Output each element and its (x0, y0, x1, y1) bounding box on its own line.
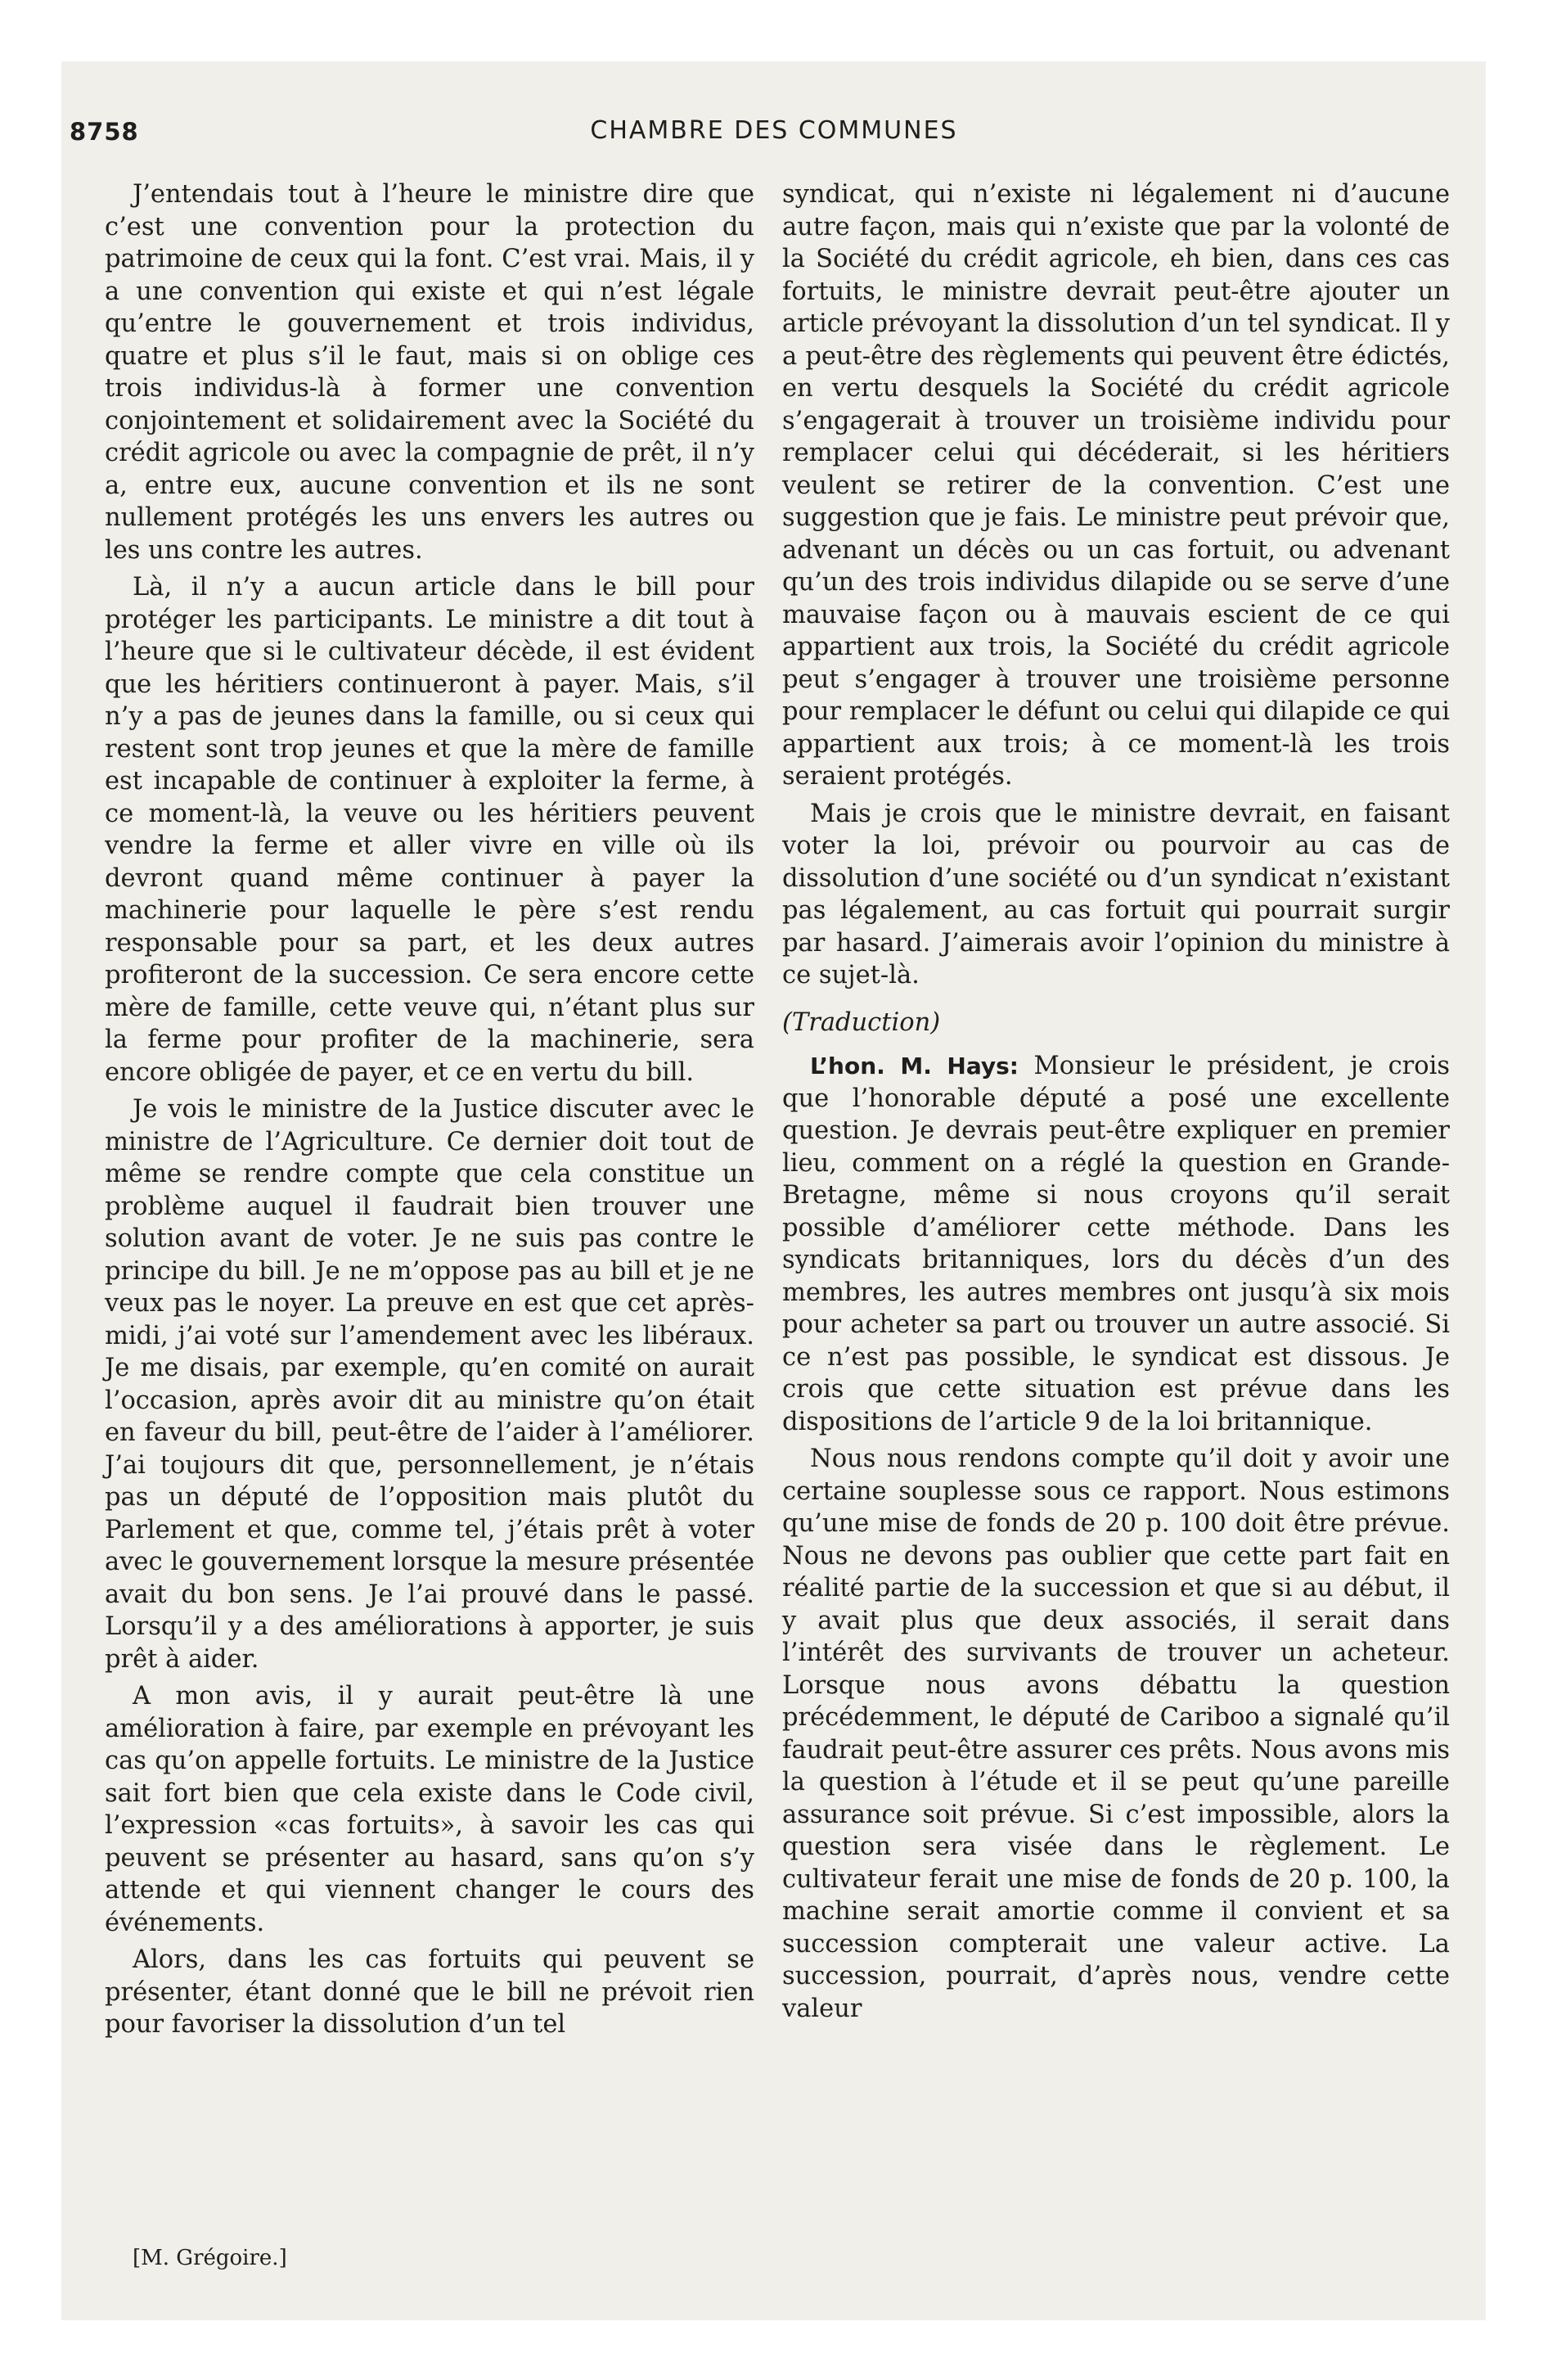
running-head: CHAMBRE DES COMMUNES (590, 116, 958, 145)
footer-speaker-name: [M. Grégoire.] (133, 2246, 287, 2270)
paragraph: Nous nous rendons compte qu’il doit y avoir une certaine souplesse sous ce rapport. Nous estimons qu’une mise de fonds de 20 p. 100 doit être prévue. Nous ne devons pas oublier que cette part fait en réalité partie de la succession et que si au début, il y avait plus que deux associés, il serait dans l’intérêt des survivants de trouver un acheteur. Lorsque nous avons débattu la question précédemment, le député de Cariboo a signalé qu’il faudrait peut-être assurer ces prêts. Nous avons mis la question à l’étude et il se peut qu’une pareille assurance soit prévue. Si c’est impossible, alors la question sera visée dans le règlement. Le cultivateur ferait une mise de fonds de 20 p. 100, la machine serait amortie comme il convient et sa succession compterait une valeur active. La succession, pourrait, d’après nous, vendre cette valeur (782, 1445, 1450, 2023)
speaker-name: L’hon. M. Hays: (810, 1053, 1019, 1080)
translation-heading: (Traduction) (782, 1007, 941, 1037)
paragraph: Là, il n’y a aucun article dans le bill pour protéger les participants. Le ministre a dit tout à l’heure que si le cultivateur décède, il est évident que les héritiers continueront à payer. Mais, s’il n’y a pas de jeunes dans la famille, ou si ceux qui restent sont trop jeunes et que la mère de famille est incapable de continuer à exploiter la ferme, à ce moment-là, la veuve ou les héritiers peuvent vendre la ferme et aller vivre en ville où ils devront quand même continuer à payer la machinerie pour laquelle le père s’est rendu responsable pour sa part, et les deux autres profiteront de la succession. Ce sera encore cette mère de famille, cette veuve qui, n’étant plus sur la ferme pour profiter de la machinerie, sera encore obligée de payer, et ce en vertu du bill. (105, 573, 754, 1087)
paragraph: A mon avis, il y aurait peut-être là une amélioration à faire, par exemple en prévoyant les cas qu’on appelle fortuits. Le ministre de la Justice sait fort bien que cela existe dans le Code civil, l’expression «cas fortuits», à savoir les cas qui peuvent se présenter au hasard, sans qu’on s’y attende et qui viennent changer le cours des événements. (105, 1682, 754, 1937)
paragraph: Alors, dans les cas fortuits qui peuvent se présenter, étant donné que le bill ne prévoit rien pour favoriser la dissolution d’un tel (105, 1945, 754, 2039)
speech-paragraph (782, 1050, 1450, 1438)
paragraph: Je vois le ministre de la Justice discuter avec le ministre de l’Agriculture. Ce dernier doit tout de même se rendre compte que cela constitue un problème auquel il faudrait bien trouver une solution avant de voter. Je ne suis pas contre le principe du bill. Je ne m’oppose pas au bill et je ne veux pas le noyer. La preuve en est que cet après-midi, j’ai voté sur l’amendement avec les libéraux. Je me disais, par exemple, qu’en comité on aurait l’occasion, après avoir dit au ministre qu’on était en faveur du bill, peut-être de l’aider à l’améliorer. J’ai toujours dit que, personnellement, je n’étais pas un député de l’opposition mais plutôt du Parlement et que, comme tel, j’étais prêt à voter avec le gouvernement lorsque la mesure présentée avait du bon sens. Je l’ai prouvé dans le passé. Lorsqu’il y a des améliorations à apporter, je suis prêt à aider. (105, 1095, 754, 1674)
page-number: 8758 (70, 118, 139, 146)
paragraph: syndicat, qui n’existe ni légalement ni d’aucune autre façon, mais qui n’existe que par la volonté de la Société du crédit agricole, eh bien, dans ces cas fortuits, le ministre devrait peut-être ajouter un article prévoyant la dissolution d’un tel syndicat. Il y a peut-être des règlements qui peuvent être édictés, en vertu desquels la Société du crédit agricole s’engagerait à trouver un troisième individu pour remplacer celui qui décéderait, si les héritiers veulent se retirer de la convention. C’est une suggestion que je fais. Le ministre peut prévoir que, advenant un décès ou un cas fortuit, ou advenant qu’un des trois individus dilapide ou se serve d’une mauvaise façon ou à mauvais escient de ce qui appartient aux trois, la Société du crédit agricole peut s’engager à trouver une troisième personne pour remplacer le défunt ou celui qui dilapide ce qui appartient aux trois; à ce moment-là les trois seraient protégés. (782, 180, 1450, 791)
right-column (782, 178, 1450, 2030)
speech-text: Monsieur le président, je crois que l’honorable député a posé une excellente question. Je devrais peut-être expliquer en premier lieu, comment on a réglé la question en Grande-Bretagne, même si nous croyons qu’il serait possible d’améliorer cette méthode. Dans les syndicats britanniques, lors du décès d’un des membres, les autres membres ont jusqu’à six mois pour acheter sa part ou trouver un autre associé. Si ce n’est pas possible, le syndicat est dissous. Je crois que cette situation est prévue dans les dispositions de l’article 9 de la loi britannique. (782, 1052, 1451, 1436)
paragraph: Mais je crois que le ministre devrait, en faisant voter la loi, prévoir ou pourvoir au cas de dissolution d’une société ou d’un syndicat n’existant pas légalement, au cas fortuit qui pourrait surgir par hasard. J’aimerais avoir l’opinion du ministre à ce sujet-là. (782, 799, 1450, 989)
paragraph: J’entendais tout à l’heure le ministre dire que c’est une convention pour la protection du patrimoine de ceux qui la font. C’est vrai. Mais, il y a une convention qui existe et qui n’est légale qu’entre le gouvernement et trois individus, quatre et plus s’il le faut, mais si on oblige ces trois individus-là à former une convention conjointement et solidairement avec la Société du crédit agricole ou avec la compagnie de prêt, il n’y a, entre eux, aucune convention et ils ne sont nullement protégés les uns envers les autres ou les uns contre les autres. (105, 180, 754, 565)
left-column (105, 178, 754, 2046)
